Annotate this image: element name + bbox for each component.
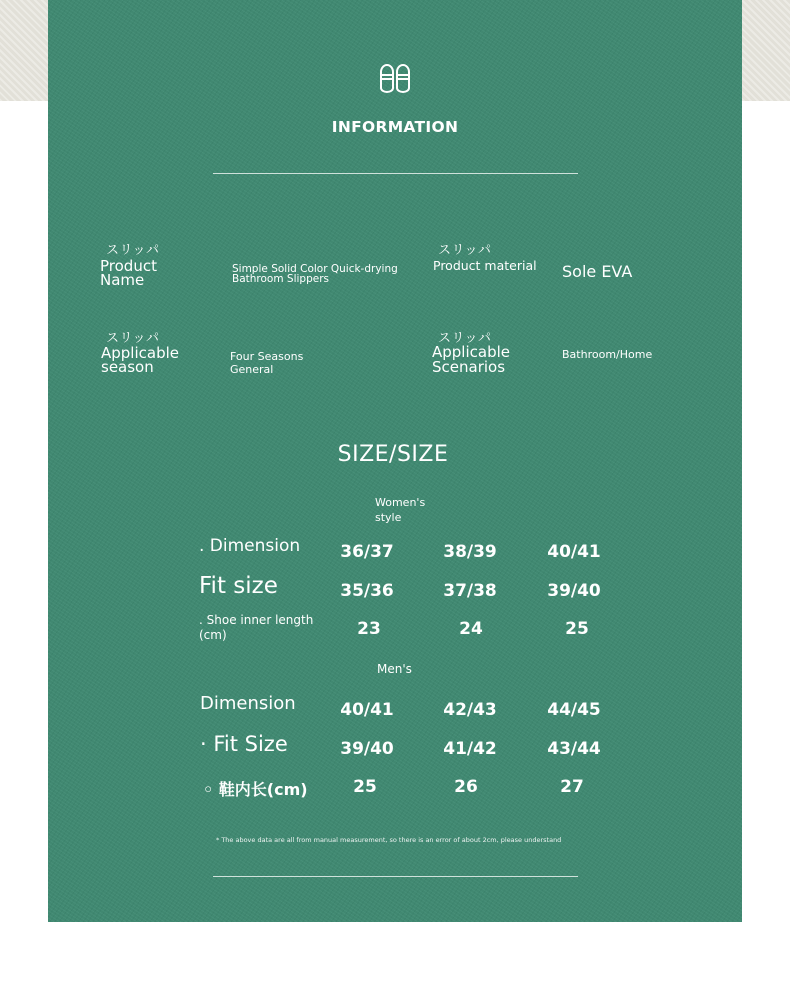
women-fit-size-label: Fit size	[199, 573, 278, 599]
size-cell: 23	[357, 619, 381, 639]
men-inner-length-label: ◦ 鞋内长(cm)	[203, 780, 308, 799]
value-product-material: Sole EVA	[562, 262, 633, 281]
label-product-material: Product material	[433, 258, 537, 273]
women-dimension-label: . Dimension	[199, 536, 301, 556]
size-cell: 41/42	[443, 739, 497, 759]
size-cell: 39/40	[340, 739, 394, 759]
label-applicable-scenarios: Applicable Scenarios	[432, 343, 510, 376]
item-tag: スリッパ	[106, 331, 160, 346]
size-cell: 40/41	[340, 700, 394, 720]
information-title: INFORMATION	[331, 118, 459, 136]
value-applicable-season: Four Seasons General	[230, 350, 304, 376]
size-cell: 24	[459, 619, 483, 639]
women-inner-length-label: . Shoe inner length (cm)	[199, 613, 314, 642]
size-cell: 43/44	[547, 739, 601, 759]
item-tag: スリッパ	[438, 331, 492, 346]
size-cell: 40/41	[547, 542, 601, 562]
size-cell: 38/39	[443, 542, 497, 562]
measurement-footnote: * The above data are all from manual measurement, so there is an error of about 2cm, please understand	[216, 836, 562, 844]
size-cell: 37/38	[443, 581, 497, 601]
men-dimension-label: Dimension	[200, 693, 296, 714]
size-cell: 42/43	[443, 700, 497, 720]
info-panel	[48, 0, 742, 922]
men-heading: Men's	[377, 662, 412, 676]
value-product-name: Simple Solid Color Quick-drying Bathroom Slippers	[232, 263, 398, 285]
size-cell: 44/45	[547, 700, 601, 720]
value-applicable-scenarios: Bathroom/Home	[562, 348, 653, 361]
item-tag: スリッパ	[438, 243, 492, 258]
size-cell: 26	[454, 777, 478, 797]
size-cell: 36/37	[340, 542, 394, 562]
label-product-name: Product Name	[100, 257, 157, 289]
men-fit-size-label: · Fit Size	[200, 732, 288, 756]
size-cell: 39/40	[547, 581, 601, 601]
size-cell: 25	[353, 777, 377, 797]
slippers-icon	[378, 62, 412, 96]
women-heading: Women's style	[375, 496, 426, 524]
size-cell: 35/36	[340, 581, 394, 601]
divider-top	[213, 173, 578, 174]
divider-bottom	[213, 876, 578, 877]
size-cell: 27	[560, 777, 584, 797]
label-applicable-season: Applicable season	[101, 344, 179, 376]
size-cell: 25	[565, 619, 589, 639]
item-tag: スリッパ	[106, 243, 160, 258]
size-title: SIZE/SIZE	[337, 442, 449, 467]
